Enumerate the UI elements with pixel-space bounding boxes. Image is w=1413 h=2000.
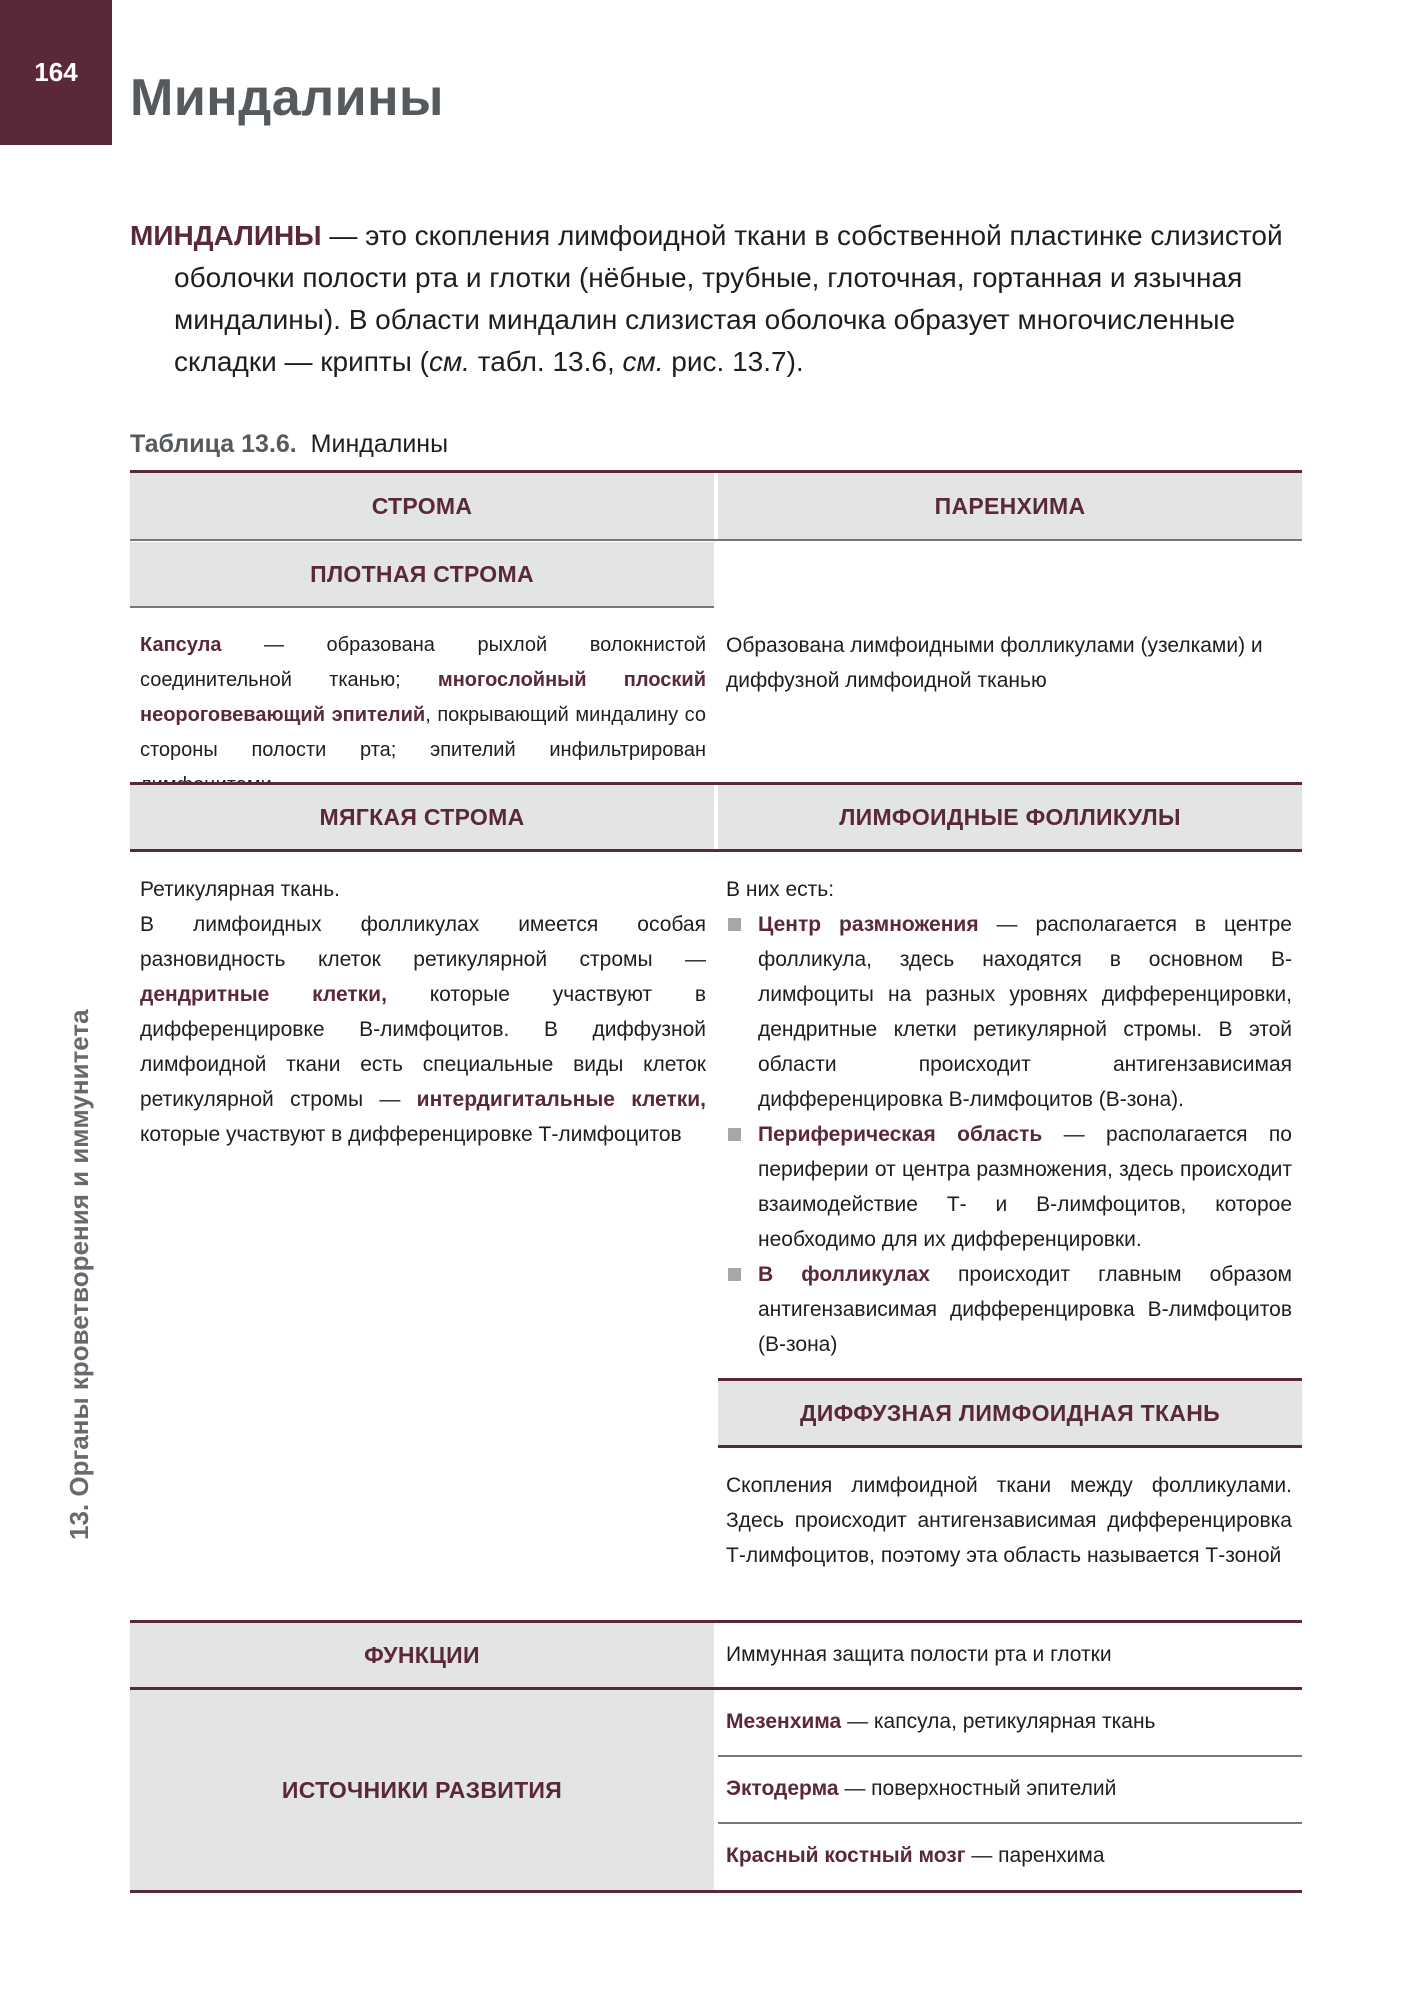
- text: — капсула, ретикулярная ткань: [841, 1710, 1156, 1733]
- text: — располагается в центре фолликула, здесь находятся в основном В-лимфоциты на разных уровнях дифференцировки, дендритные клетки ретикулярной стромы. В этой области происходит антигензависимая дифференцировка В-лимфоцитов (В-зона).: [758, 913, 1292, 1111]
- text: которые участвуют в дифференцировке В-лимфоцитов. В диффузной лимфоидной ткани есть специальные виды клеток ретикулярной стромы —: [140, 983, 706, 1111]
- intro-ref-2: см.: [622, 346, 664, 377]
- rule: [718, 1445, 1302, 1448]
- header-stroma: СТРОМА: [130, 473, 714, 539]
- term-epithelium: многослойный плоский неороговевающий эпителий: [140, 669, 706, 726]
- text: происходит главным образом антигензависимая дифференцировка В-лимфоцитов (В-зона): [758, 1263, 1292, 1356]
- soft-stroma-line: Ретикулярная ткань.: [140, 878, 340, 901]
- page-number-box: [0, 0, 112, 145]
- intro-term: МИНДАЛИНЫ: [130, 220, 322, 251]
- term: Красный костный мозг: [726, 1844, 966, 1867]
- text: — паренхима: [965, 1844, 1105, 1867]
- diffuse-text: Скопления лимфоидной ткани между фолликулами. Здесь происходит антигензависимая дифференцировка Т-лимфоцитов, поэтому эта область называется Т-зоной: [726, 1474, 1292, 1567]
- rule: [130, 539, 1302, 541]
- table-caption: [130, 430, 448, 459]
- text: — образована рыхлой волокнистой соединительной тканью;: [140, 634, 706, 691]
- header-diffuse: ДИФФУЗНАЯ ЛИМФОИДНАЯ ТКАНЬ: [718, 1381, 1302, 1445]
- term-capsule: Капсула: [140, 634, 222, 656]
- intro-text-3: рис. 13.7).: [663, 346, 804, 377]
- soft-stroma-text: [140, 872, 706, 1152]
- dense-stroma-text: [140, 628, 706, 803]
- header-follicles: ЛИМФОИДНЫЕ ФОЛЛИКУЛЫ: [718, 785, 1302, 849]
- term: Эктодерма: [726, 1777, 839, 1800]
- list-item: [726, 1117, 1292, 1257]
- follicles-text: [726, 872, 1292, 1362]
- follicles-list: [726, 907, 1292, 1362]
- rule: [130, 606, 714, 608]
- functions-text: Иммунная защита полости рта и глотки: [726, 1643, 1112, 1666]
- page-number: 164: [34, 57, 78, 87]
- intro-text-1: — это скопления лимфоидной ткани в собственной пластинке слизистой оболочки полости рта и глотки (нёбные, трубные, глоточная, гортанная и язычная миндалины). В области миндалин слизистая оболочка образует многочисленные складки — крипты (: [174, 220, 1283, 377]
- list-item: [726, 907, 1292, 1117]
- page-title: Миндалины: [130, 69, 444, 127]
- header-sources: ИСТОЧНИКИ РАЗВИТИЯ: [130, 1690, 714, 1890]
- source-row: [726, 1757, 1292, 1821]
- term: Центр размножения: [758, 913, 979, 936]
- term: В фолликулах: [758, 1263, 930, 1286]
- table-caption-label: Таблица 13.6.: [130, 430, 297, 458]
- term: Периферическая область: [758, 1123, 1043, 1146]
- term-interdigital: интердигитальные клетки,: [416, 1088, 706, 1111]
- list-item: [726, 1257, 1292, 1362]
- table-caption-title: Миндалины: [310, 430, 449, 458]
- rule: [130, 849, 1302, 852]
- chapter-side-label: 13. Органы кроветворения и иммунитета: [64, 1009, 94, 1540]
- intro-paragraph: [130, 215, 1302, 383]
- text: которые участвуют в дифференцировке Т-лимфоцитов: [140, 1123, 682, 1146]
- header-soft-stroma: МЯГКАЯ СТРОМА: [130, 785, 714, 849]
- text: — поверхностный эпителий: [838, 1777, 1117, 1800]
- source-row: [726, 1690, 1292, 1754]
- text: — располагается по периферии от центра размножения, здесь происходит взаимодействие Т- и В-лимфоцитов, которое необходимо для их дифференцировки.: [758, 1123, 1292, 1251]
- source-row: [726, 1824, 1292, 1888]
- text: , покрывающий миндалину со стороны полости рта; эпителий инфильтрирован: [140, 704, 706, 761]
- text: В лимфоидных фолликулах имеется особая разновидность клеток ретикулярной стромы —: [140, 913, 706, 971]
- table-bottom-rule: [130, 1890, 1302, 1893]
- term: Мезенхима: [726, 1710, 842, 1733]
- term-dendritic: дендритные клетки,: [140, 983, 387, 1006]
- header-dense-stroma: ПЛОТНАЯ СТРОМА: [130, 542, 714, 606]
- intro-ref-1: см.: [428, 346, 470, 377]
- parenchyma-text: Образована лимфоидными фолликулами (узелками) и диффузной лимфоидной тканью: [726, 634, 1263, 692]
- header-parenchyma: ПАРЕНХИМА: [718, 473, 1302, 539]
- follicles-intro: В них есть:: [726, 878, 835, 901]
- intro-text-2: табл. 13.6,: [469, 346, 623, 377]
- header-functions: ФУНКЦИИ: [130, 1623, 714, 1687]
